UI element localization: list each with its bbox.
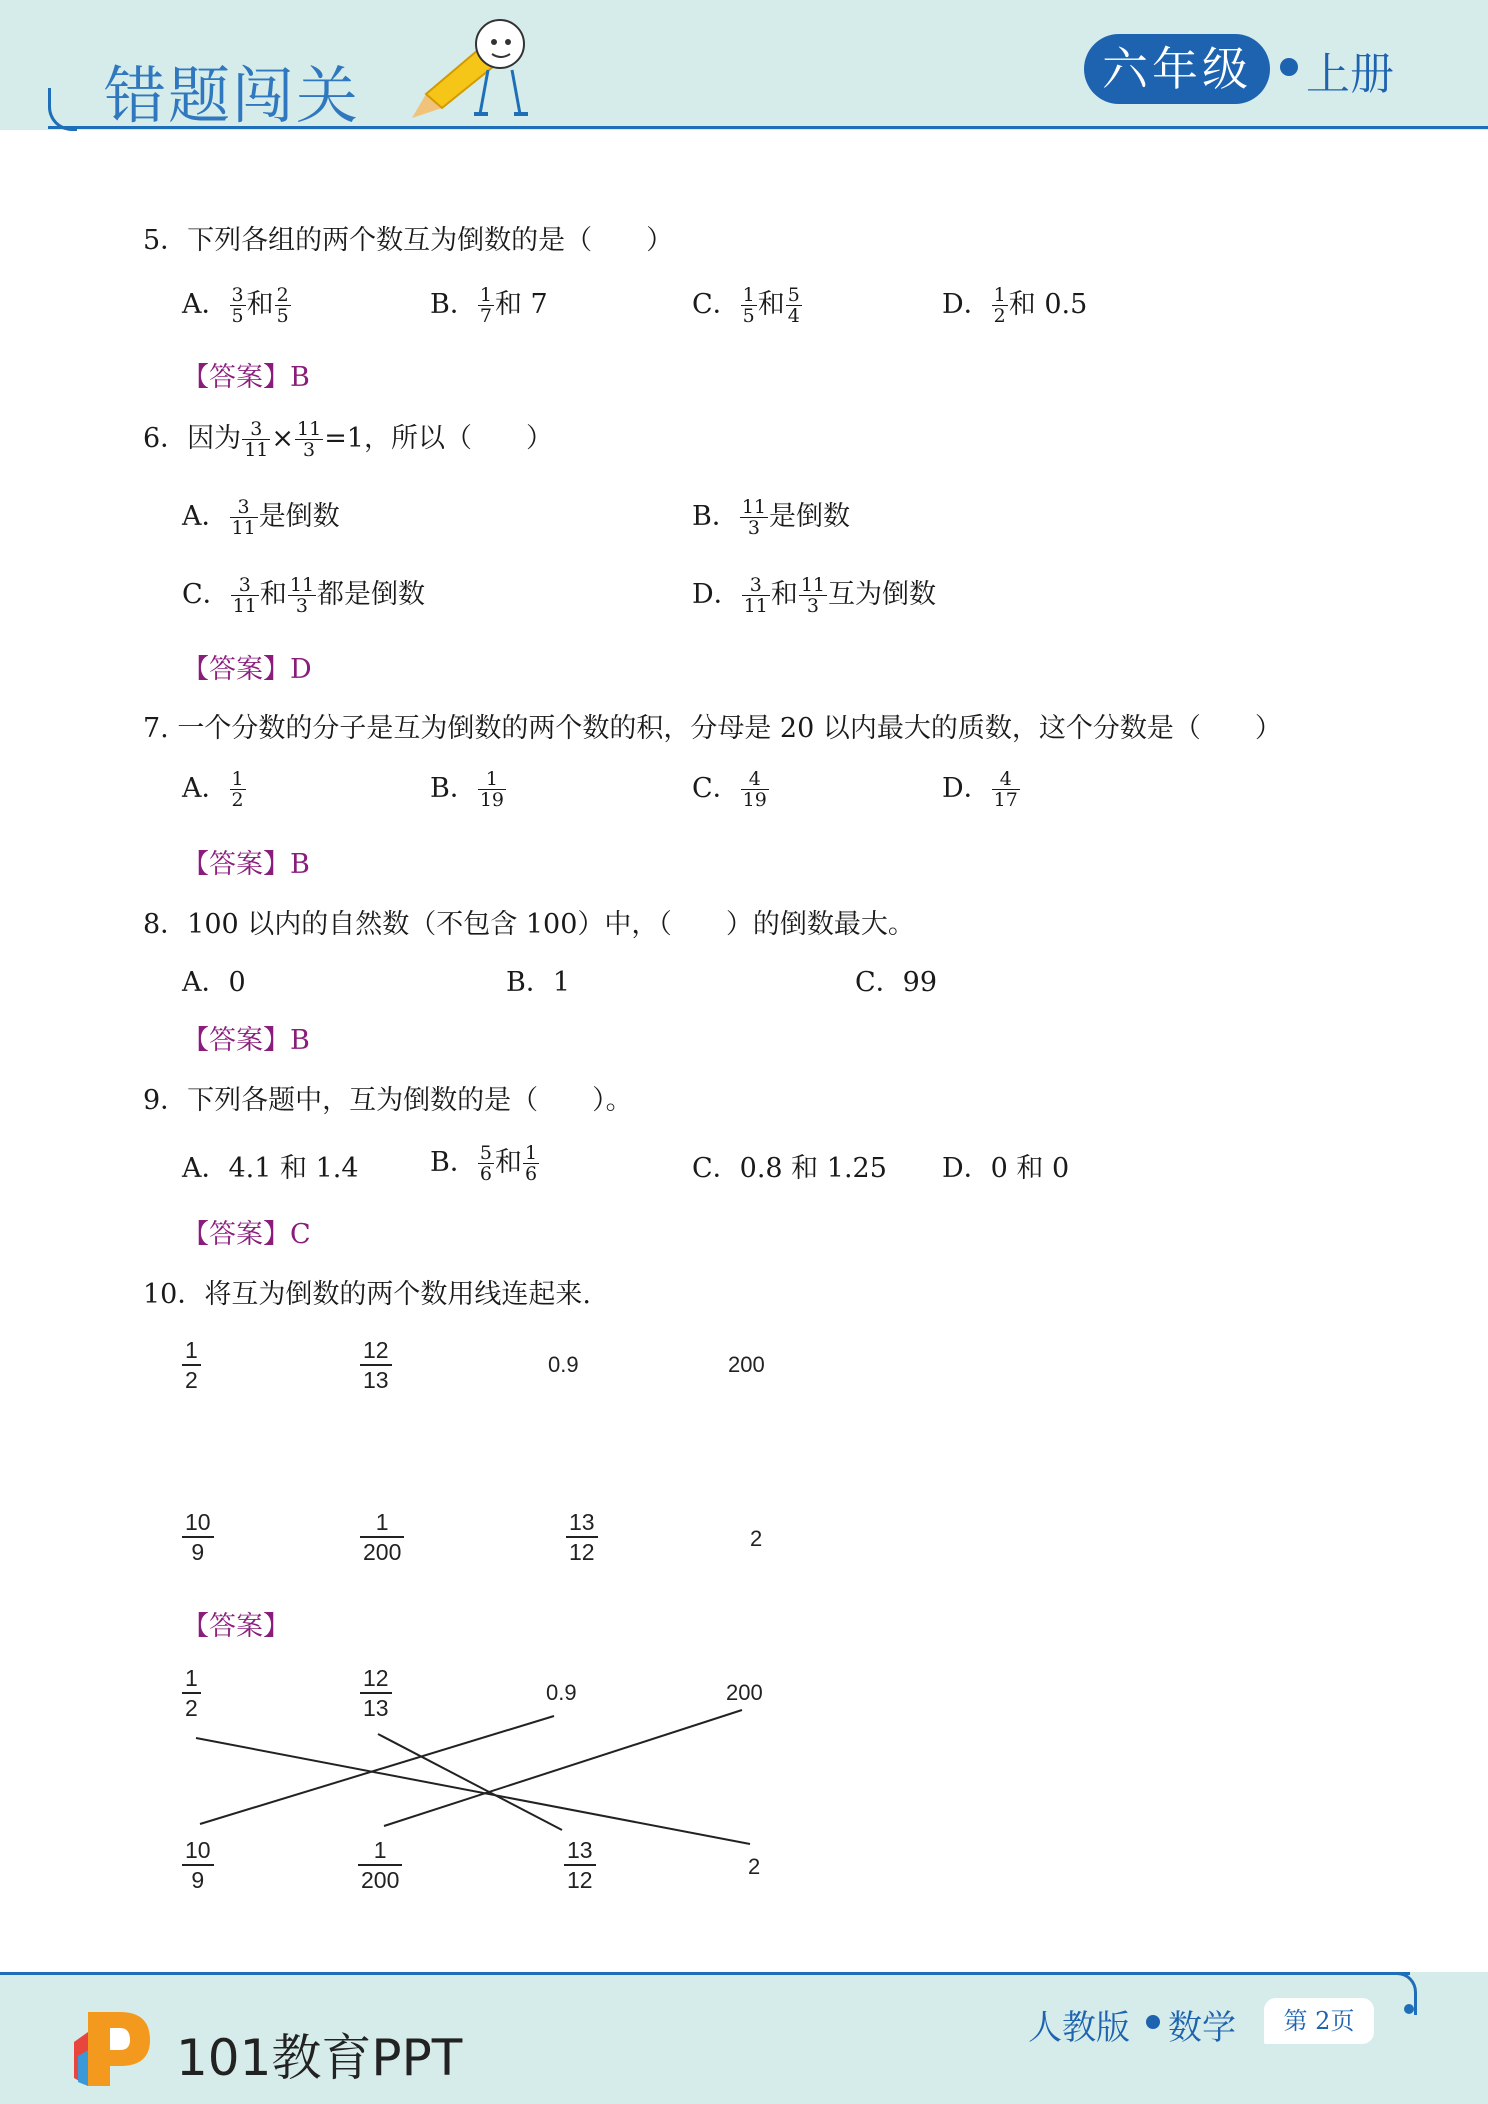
- q8-option-b: B．1: [506, 967, 571, 998]
- q7-option-a: A． $\frac{1}{2}$: [182, 768, 244, 811]
- q10-answer-top-1-fraction: 1 2: [182, 1664, 201, 1722]
- footer-rule: [0, 1972, 1410, 1975]
- grade-badge: 六年级: [1084, 34, 1270, 104]
- q8-answer: 【答案】B: [182, 1025, 310, 1056]
- q10-answer-top-4-number: 200: [726, 1680, 763, 1705]
- logo-p-icon: [70, 2002, 160, 2092]
- q10-top-2-fraction: 12 13: [360, 1336, 392, 1394]
- q9-option-d: D．0 和 0: [942, 1153, 1070, 1184]
- q10-bottom-2-fraction: 1 200: [360, 1508, 404, 1566]
- volume-label: 上册: [1306, 49, 1394, 100]
- q6-option-a: A． $\frac{3}{11}$ 是倒数: [182, 496, 340, 539]
- q9-option-b: B． $\frac{5}{6}$ 和 $\frac{1}{6}$: [430, 1142, 538, 1185]
- page-number: 第 2页: [1264, 1998, 1374, 2044]
- edition-label: 人教版: [1028, 2008, 1130, 2048]
- q10-answer-bottom-4-number: 2: [748, 1854, 761, 1879]
- q10-answer-top-3-number: 0.9: [546, 1680, 577, 1705]
- q5-answer: 【答案】B: [182, 362, 310, 393]
- q10-answer-bottom-3-fraction: 13 12: [564, 1836, 596, 1894]
- q6-option-d: D． $\frac{3}{11}$ 和 $\frac{11}{3}$ 互为倒数: [692, 574, 937, 617]
- q6-option-b: B． $\frac{11}{3}$ 是倒数: [692, 496, 851, 539]
- q10-answer-bottom-1-fraction: 10 9: [182, 1836, 214, 1894]
- match-line-0.9-to-10-9: [200, 1716, 554, 1824]
- logo-text: 101教育PPT: [176, 2029, 463, 2087]
- q10-bottom-3-fraction: 13 12: [566, 1508, 598, 1566]
- footer-curl-dot: [1404, 2004, 1414, 2014]
- q7-option-b: B． $\frac{1}{19}$: [430, 768, 505, 811]
- q10-top-4-number: 200: [728, 1352, 765, 1377]
- q5-option-d: D． $\frac{1}{2}$ 和 0.5: [942, 284, 1088, 327]
- question-9: 9．下列各题中，互为倒数的是（ ）。: [143, 1085, 633, 1116]
- q6-answer: 【答案】D: [182, 654, 312, 685]
- q8-option-a: A．0: [182, 967, 246, 998]
- q6-option-c: C． $\frac{3}{11}$ 和 $\frac{11}{3}$ 都是倒数: [182, 574, 426, 617]
- q7-option-c: C． $\frac{4}{19}$: [692, 768, 767, 811]
- q10-answer-top-2-fraction: 12 13: [360, 1664, 392, 1722]
- q10-answer-bottom-2-fraction: 1 200: [358, 1836, 402, 1894]
- question-6: 6．因为 $\frac{3}{11}$ × $\frac{11}{3}$ =1，所以（ ）: [143, 418, 553, 461]
- q10-bottom-4-number: 2: [750, 1526, 763, 1551]
- q7-answer: 【答案】B: [182, 849, 310, 880]
- question-10: 10．将互为倒数的两个数用线连起来.: [143, 1279, 591, 1310]
- q5-option-c: C． $\frac{1}{5}$ 和 $\frac{5}{4}$: [692, 284, 800, 327]
- question-5: 5．下列各组的两个数互为倒数的是（ ）: [143, 225, 674, 256]
- subject-label: 数学: [1168, 2008, 1236, 2048]
- q9-option-a: A．4.1 和 1.4: [182, 1153, 359, 1184]
- q7-option-d: D． $\frac{4}{17}$: [942, 768, 1018, 811]
- question-7: 7. 一个分数的分子是互为倒数的两个数的积，分母是 20 以内最大的质数，这个分数是（ ）: [143, 713, 1282, 744]
- question-8: 8．100 以内的自然数（不包含 100）中，（ ）的倒数最大。: [143, 909, 915, 940]
- match-line-12-13-to-13-12: [378, 1734, 562, 1830]
- match-line-half-to-2: [196, 1738, 750, 1844]
- separator-dot: [1146, 2015, 1160, 2029]
- q10-top-3-number: 0.9: [548, 1352, 579, 1377]
- q10-answer: 【答案】: [182, 1611, 290, 1642]
- q9-option-c: C．0.8 和 1.25: [692, 1153, 887, 1184]
- header-title: 错题闯关: [104, 59, 361, 132]
- q5-option-a: A． $\frac{3}{5}$ 和 $\frac{2}{5}$: [182, 284, 289, 327]
- q9-answer: 【答案】C: [182, 1219, 311, 1250]
- q8-option-c: C．99: [855, 967, 938, 998]
- q10-bottom-1-fraction: 10 9: [182, 1508, 214, 1566]
- q5-option-b: B． $\frac{1}{7}$ 和 7: [430, 284, 548, 327]
- q10-top-1-fraction: 1 2: [182, 1336, 201, 1394]
